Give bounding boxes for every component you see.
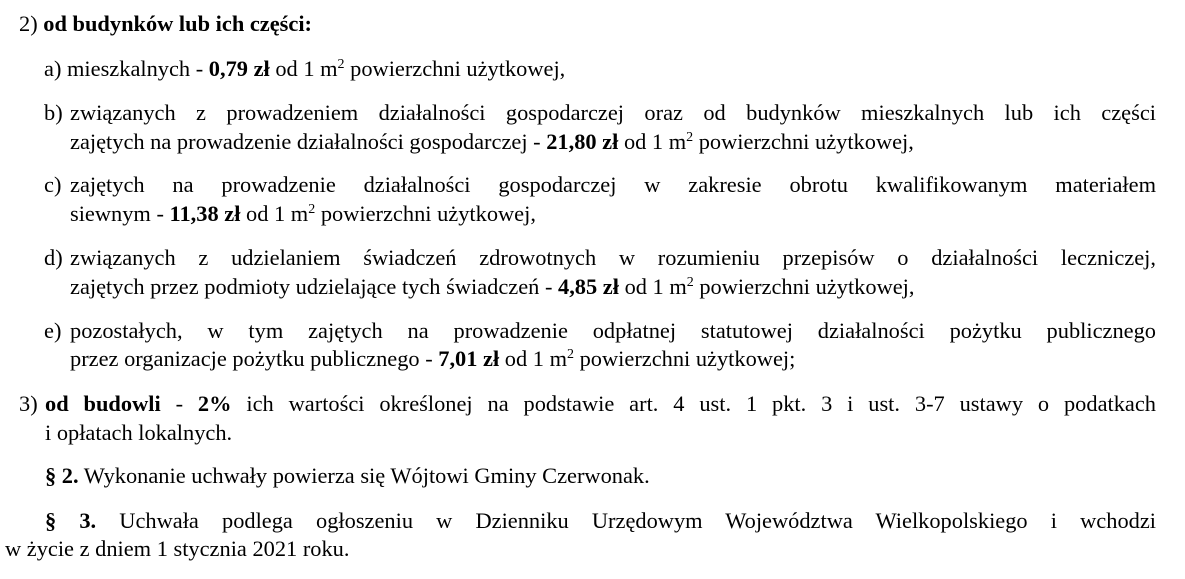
item-a-unit-post: powierzchni użytkowej, bbox=[344, 56, 566, 81]
item-e-sup: 2 bbox=[567, 347, 574, 362]
item-c-letter: c) bbox=[44, 172, 62, 197]
item-e-unit-post: powierzchni użytkowej; bbox=[574, 346, 796, 371]
item-b-line1: związanych z prowadzeniem działalności gospodarczej oraz od budynków mieszkalnych lub ich części bbox=[70, 100, 1156, 125]
item-b-sup: 2 bbox=[686, 130, 694, 145]
item-d-text: zajętych przez podmioty udzielające tych świadczeń - bbox=[70, 274, 559, 299]
item-b-rate: 21,80 zł bbox=[546, 129, 619, 154]
item-c-unit-post: powierzchni użytkowej, bbox=[315, 201, 536, 226]
item-a-unit: od 1 m bbox=[269, 56, 338, 81]
item-b-line2 bbox=[70, 129, 914, 155]
item-d-line2 bbox=[70, 274, 915, 300]
item-a-rate: 0,79 zł bbox=[208, 56, 270, 81]
item-d-unit: od 1 m bbox=[618, 274, 687, 299]
item-b-unit: od 1 m bbox=[618, 129, 687, 154]
item-c-line2 bbox=[70, 201, 536, 227]
paragraph-3-line1 bbox=[45, 508, 1156, 534]
item-c-text: siewnym - bbox=[70, 201, 170, 226]
paragraph-3-text: Uchwała podlega ogłoszeniu w Dzienniku Urzędowym Województwa Wielkopolskiego i wchodzi bbox=[96, 508, 1156, 533]
item-a-text: mieszkalnych - bbox=[67, 56, 209, 81]
section-3-title: od budowli bbox=[45, 391, 161, 416]
section-3-number: 3) bbox=[19, 391, 38, 416]
item-d-letter: d) bbox=[44, 245, 63, 270]
item-b-unit-post: powierzchni użytkowej, bbox=[693, 129, 914, 154]
paragraph-2 bbox=[45, 463, 650, 489]
item-a-letter: a) bbox=[44, 56, 62, 81]
item-b-letter-line bbox=[44, 100, 63, 126]
item-c-unit: od 1 m bbox=[240, 201, 309, 226]
section-2-number: 2) bbox=[19, 11, 38, 36]
paragraph-3-line2: w życie z dniem 1 stycznia 2021 roku. bbox=[5, 536, 350, 561]
section-3-text: ich wartości określonej na podstawie art. 4 ust. 1 pkt. 3 i ust. 3-7 ustawy o podatkach bbox=[231, 391, 1156, 416]
paragraph-2-mark: § 2. bbox=[45, 463, 79, 488]
item-c-letter-line bbox=[44, 172, 61, 198]
item-e-line1: pozostałych, w tym zajętych na prowadzenie odpłatnej statutowej działalności pożytku publicznego bbox=[70, 318, 1156, 343]
section-3-line2: i opłatach lokalnych. bbox=[45, 420, 233, 445]
item-c-sup: 2 bbox=[308, 202, 316, 217]
item-e-rate: 7,01 zł bbox=[438, 346, 500, 371]
item-e-unit: od 1 m bbox=[499, 346, 567, 371]
item-a-sup: 2 bbox=[337, 57, 345, 72]
item-d-letter-line bbox=[44, 245, 63, 271]
section-3-number-line bbox=[19, 391, 38, 417]
item-e-letter: e) bbox=[44, 318, 62, 343]
section-3-rate: 2% bbox=[197, 391, 232, 416]
item-e-text: przez organizacje pożytku publicznego - bbox=[70, 346, 439, 371]
paragraph-3-mark: § 3. bbox=[45, 508, 97, 533]
section-2-heading bbox=[19, 11, 312, 37]
item-b-letter: b) bbox=[44, 100, 63, 125]
item-d-sup: 2 bbox=[686, 275, 694, 290]
item-c-rate: 11,38 zł bbox=[169, 201, 241, 226]
item-d-unit-post: powierzchni użytkowej, bbox=[693, 274, 915, 299]
item-e-letter-line bbox=[44, 318, 61, 344]
section-3-dash: - bbox=[160, 391, 198, 416]
item-c-line1: zajętych na prowadzenie działalności gospodarczej w zakresie obrotu kwalifikowanym materiałem bbox=[70, 172, 1156, 197]
item-e-line2 bbox=[70, 346, 795, 372]
item-d-rate: 4,85 zł bbox=[558, 274, 619, 299]
paragraph-2-text: Wykonanie uchwały powierza się Wójtowi Gminy Czerwonak. bbox=[78, 463, 650, 488]
item-b-text: zajętych na prowadzenie działalności gospodarczej - bbox=[70, 129, 547, 154]
section-2-title: od budynków lub ich części: bbox=[43, 11, 313, 36]
item-a bbox=[44, 56, 565, 82]
item-d-line1: związanych z udzielaniem świadczeń zdrowotnych w rozumieniu przepisów o działalności leczniczej, bbox=[70, 245, 1156, 270]
section-3-line1 bbox=[45, 391, 1156, 417]
